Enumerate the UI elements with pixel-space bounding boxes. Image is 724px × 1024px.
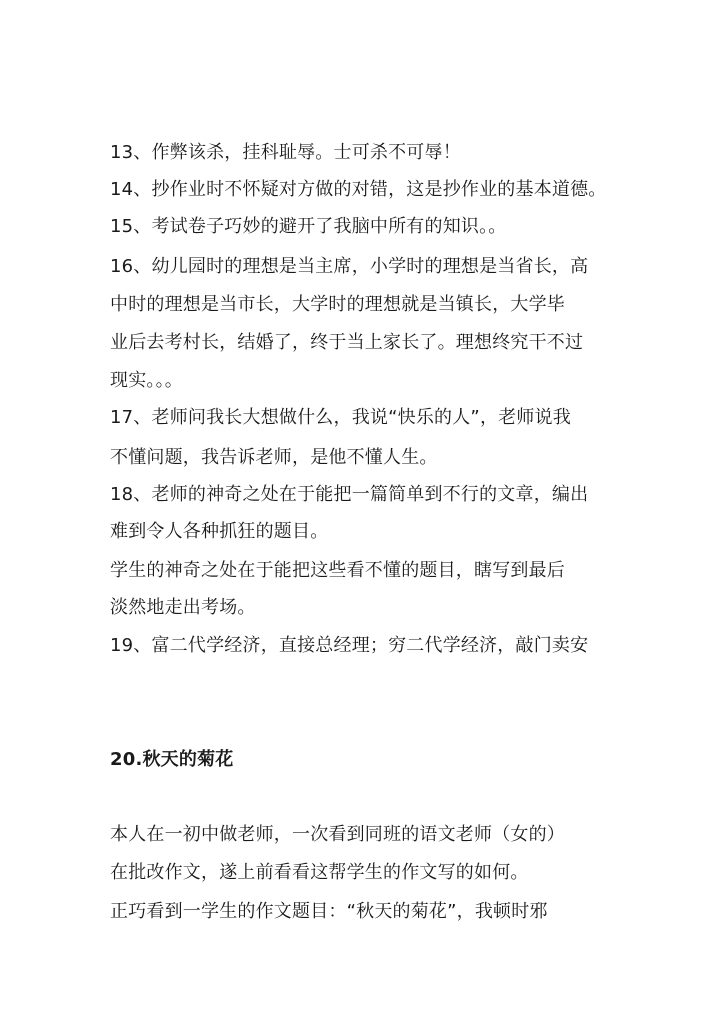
text-line: 业后去考村长，结婚了，终于当上家长了。理想终究干不过 [110,332,584,353]
text-line: 14、抄作业时不怀疑对方做的对错，这是抄作业的基本道德。 [110,179,607,200]
text-line: 本人在一初中做老师，一次看到同班的语文老师（女的） [110,824,565,845]
text-line: 中时的理想是当市长，大学时的理想就是当镇长，大学毕 [110,294,565,315]
text-line: 19、富二代学经济，直接总经理；穷二代学经济，敲门卖安 [110,635,589,656]
text-line: 难到令人各种抓狂的题目。 [110,521,329,542]
text-line: 17、老师问我长大想做什么，我说“快乐的人”，老师说我 [110,407,571,428]
section-title: 20.秋天的菊花 [110,749,234,770]
text-line: 学生的神奇之处在于能把这些看不懂的题目，瞎写到最后 [110,560,565,581]
text-line: 13、作弊该杀，挂科耻辱。士可杀不可辱！ [110,142,461,163]
text-line: 在批改作文，遂上前看看这帮学生的作文写的如何。 [110,862,529,883]
text-line: 不懂问题，我告诉老师，是他不懂人生。 [110,447,438,468]
text-line: 18、老师的神奇之处在于能把一篇简单到不行的文章，编出 [110,484,589,505]
text-line: 淡然地走出考场。 [110,597,256,618]
text-line: 现实。。。 [110,370,183,391]
text-line: 15、考试卷子巧妙的避开了我脑中所有的知识。。 [110,216,507,237]
text-line: 16、幼儿园时的理想是当主席，小学时的理想是当省长，高 [110,256,589,277]
text-line: 正巧看到一学生的作文题目：“秋天的菊花”，我顿时邪 [110,901,548,922]
